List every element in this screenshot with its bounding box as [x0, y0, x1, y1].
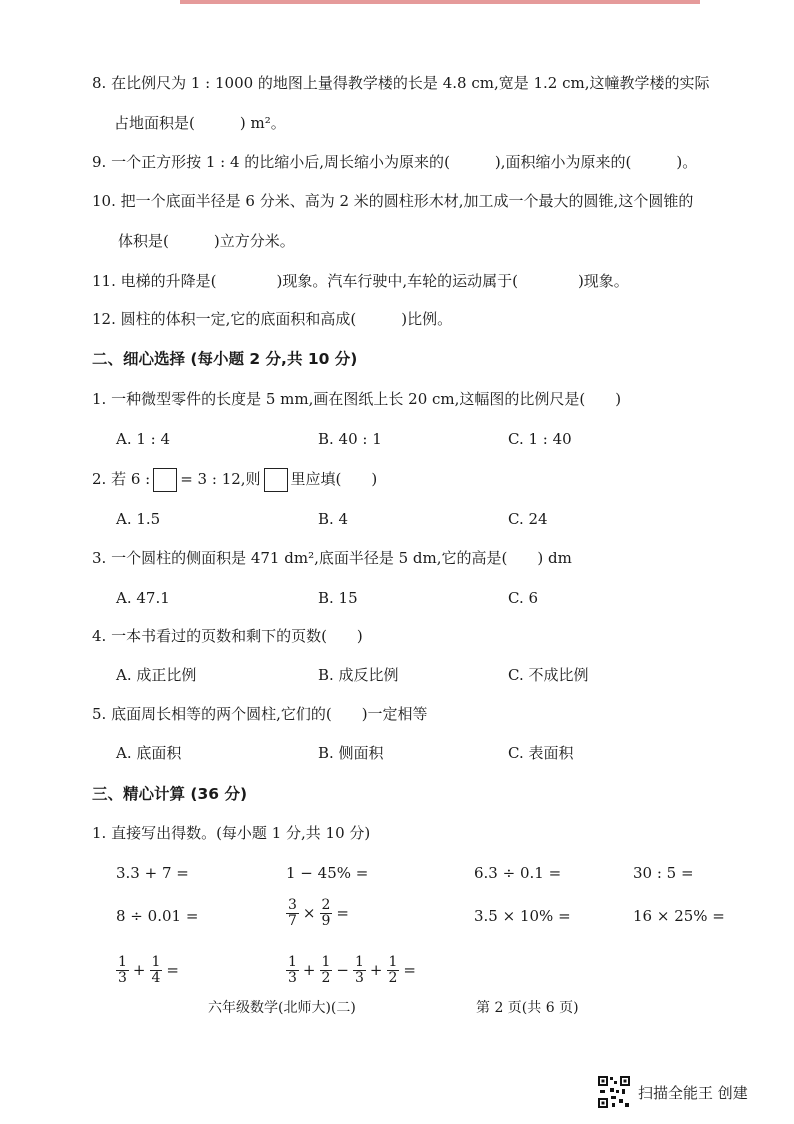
fraction: $\frac{1}{4}$: [151, 954, 161, 986]
calc-r2-c2: $\frac{3}{7}$ × $\frac{2}{9}$ =: [288, 897, 349, 929]
scanner-watermark-text: 扫描全能王 创建: [638, 1084, 748, 1102]
choice-2-option-a: A. 1.5: [116, 510, 161, 528]
fraction: $\frac{1}{3}$: [355, 954, 364, 986]
choice-3-stem: 3. 一个圆柱的侧面积是 471 dm²,底面半径是 5 dm,它的高是( ) dm: [92, 549, 572, 567]
choice-3-option-c: C. 6: [508, 589, 539, 607]
fraction: $\frac{1}{3}$: [118, 954, 127, 986]
calc-r2-c4: 16 × 25% =: [633, 907, 725, 925]
choice-5-option-b: B. 侧面积: [318, 744, 384, 762]
fraction: $\frac{1}{3}$: [288, 954, 297, 986]
qr-code-icon: [597, 1075, 631, 1109]
page-footer-title: 六年级数学(北师大)(二): [208, 1000, 356, 1016]
choice-1-option-b: B. 40 : 1: [318, 430, 382, 448]
choice-2-stem: [92, 468, 377, 492]
calc-r1-c3: 6.3 ÷ 0.1 =: [474, 864, 562, 882]
calc-r1-c1: 3.3 + 7 =: [116, 864, 189, 882]
question-11: 11. 电梯的升降是( )现象。汽车行驶中,车轮的运动属于( )现象。: [92, 272, 629, 290]
choice-4-option-b: B. 成反比例: [318, 666, 399, 684]
question-10-line-2: 体积是( )立方分米。: [118, 232, 295, 250]
choice-2-option-b: B. 4: [318, 510, 349, 528]
choice-2-stem-part-a: 2. 若 6 :: [92, 470, 151, 488]
question-8-line-2: 占地面积是( ) m²。: [114, 114, 286, 132]
question-9: 9. 一个正方形按 1 : 4 的比缩小后,周长缩小为原来的( ),面积缩小为原来的( )。: [92, 153, 698, 171]
choice-3-option-b: B. 15: [318, 589, 358, 607]
fraction: $\frac{1}{2}$: [321, 954, 331, 986]
calc-r2-c1: 8 ÷ 0.01 =: [116, 907, 199, 925]
section-2-title: 二、细心选择 (每小题 2 分,共 10 分): [92, 350, 358, 368]
choice-2-stem-part-b: = 3 : 12,则: [180, 470, 261, 488]
fraction: $\frac{2}{9}$: [321, 897, 331, 929]
calc-r1-c2: 1 − 45% =: [286, 864, 369, 882]
question-10-line-1: 10. 把一个底面半径是 6 分米、高为 2 米的圆柱形木材,加工成一个最大的圆锥,这个圆锥的: [92, 192, 694, 210]
page-number: 第 2 页(共 6 页): [476, 1000, 579, 1016]
calc-subtitle: 1. 直接写出得数。(每小题 1 分,共 10 分): [92, 824, 371, 842]
calc-r3-c1: $\frac{1}{3}$ + $\frac{1}{4}$ =: [118, 954, 179, 986]
choice-3-option-a: A. 47.1: [116, 589, 170, 607]
choice-5-option-a: A. 底面积: [116, 744, 182, 762]
calc-r2-c3: 3.5 × 10% =: [474, 907, 571, 925]
choice-1-stem: 1. 一种微型零件的长度是 5 mm,画在图纸上长 20 cm,这幅图的比例尺是( ): [92, 390, 622, 408]
answer-box: [264, 468, 288, 492]
choice-1-option-a: A. 1 : 4: [116, 430, 171, 448]
choice-4-option-c: C. 不成比例: [508, 666, 589, 684]
choice-1-option-c: C. 1 : 40: [508, 430, 572, 448]
choice-2-stem-part-c: 里应填( ): [290, 470, 378, 488]
choice-4-option-a: A. 成正比例: [116, 666, 197, 684]
choice-2-option-c: C. 24: [508, 510, 548, 528]
calc-r1-c4: 30 : 5 =: [633, 864, 694, 882]
choice-4-stem: 4. 一本书看过的页数和剩下的页数( ): [92, 627, 363, 645]
calc-r3-c2: $\frac{1}{3}$ + $\frac{1}{2}$ − $\frac{1}{3}$ + $\frac{1}{2}$ =: [288, 954, 416, 986]
top-color-stripe: [180, 0, 700, 4]
question-8-line-1: 8. 在比例尺为 1 : 1000 的地图上量得教学楼的长是 4.8 cm,宽是 1.2 cm,这幢教学楼的实际: [92, 74, 710, 92]
answer-box: [153, 468, 177, 492]
fraction: $\frac{3}{7}$: [288, 897, 297, 929]
choice-5-stem: 5. 底面周长相等的两个圆柱,它们的( )一定相等: [92, 705, 428, 723]
question-12: 12. 圆柱的体积一定,它的底面积和高成( )比例。: [92, 310, 453, 328]
fraction: $\frac{1}{2}$: [388, 954, 398, 986]
choice-5-option-c: C. 表面积: [508, 744, 574, 762]
section-3-title: 三、精心计算 (36 分): [92, 785, 248, 803]
